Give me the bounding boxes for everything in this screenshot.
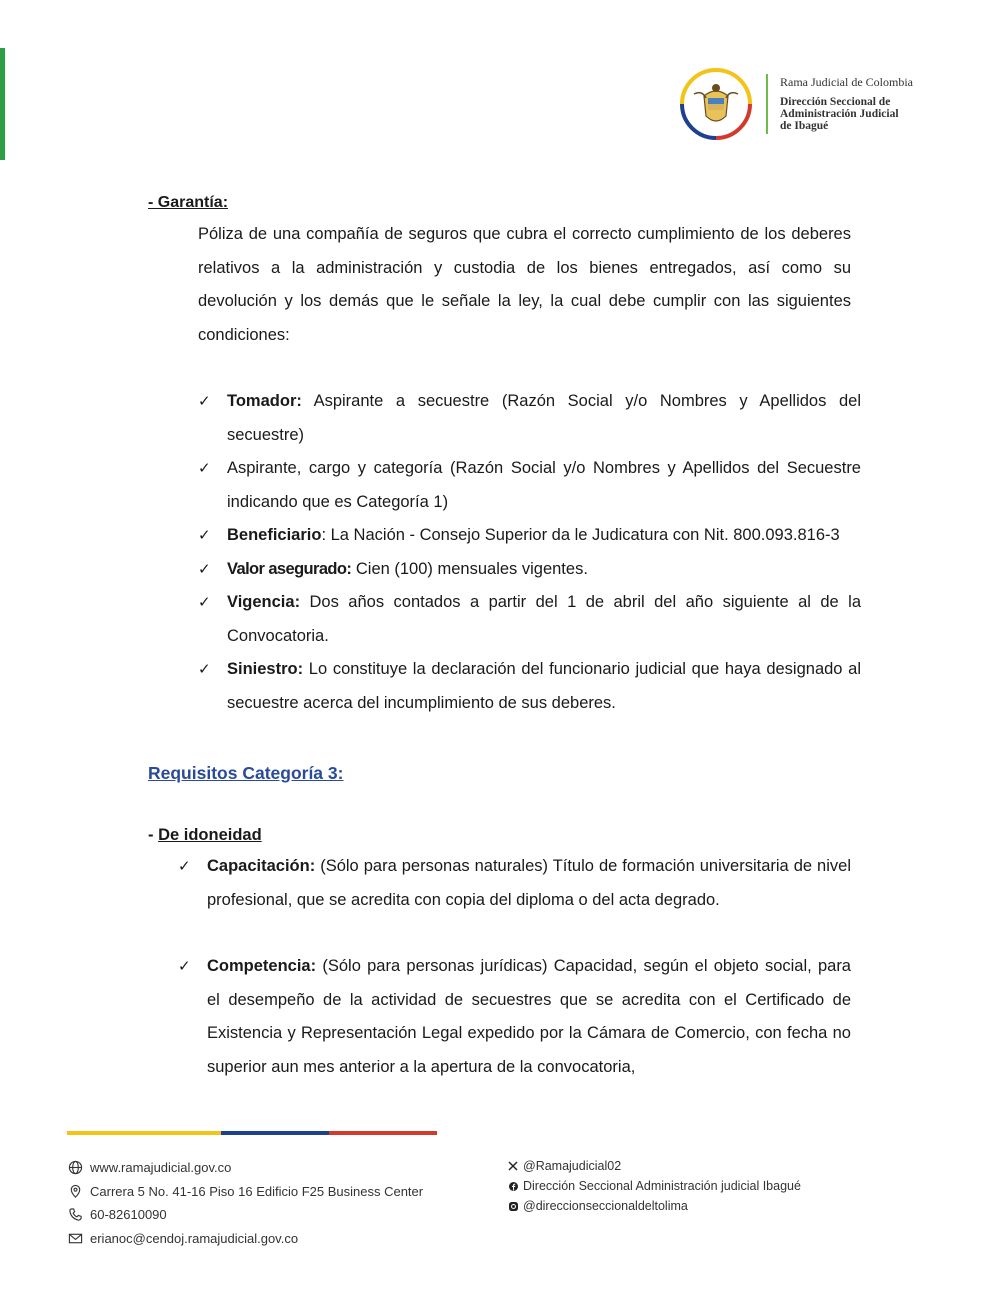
footer-social xyxy=(508,1156,801,1216)
twitter-handle[interactable]: @Ramajudicial02 xyxy=(523,1159,622,1173)
checkmark-icon: ✓ xyxy=(198,593,211,611)
location-pin-icon xyxy=(67,1183,83,1199)
brand-line-4: de Ibagué xyxy=(780,120,829,132)
idoneidad-heading: - De idoneidad xyxy=(148,826,262,844)
email-link[interactable]: erianoc@cendoj.ramajudicial.gov.co xyxy=(90,1230,299,1246)
checkmark-icon: ✓ xyxy=(178,957,191,975)
requisitos-categoria-3-heading: Requisitos Categoría 3: xyxy=(148,763,344,783)
coat-of-arms-logo xyxy=(680,68,752,140)
facebook-page[interactable]: Dirección Seccional Administración judicial Ibagué xyxy=(523,1179,801,1193)
website-link[interactable]: www.ramajudicial.gov.co xyxy=(90,1160,232,1176)
facebook-icon xyxy=(508,1181,518,1191)
checkmark-icon: ✓ xyxy=(178,857,191,875)
checkmark-icon: ✓ xyxy=(198,660,211,678)
checkmark-icon: ✓ xyxy=(198,392,211,410)
mail-icon xyxy=(67,1230,83,1246)
checkmark-icon: ✓ xyxy=(198,526,211,544)
footer-contact xyxy=(67,1156,423,1250)
list-item: ✓ Aspirante, cargo y categoría (Razón Social y/o Nombres y Apellidos del Secuestre indicando que es Categoría 1) xyxy=(227,452,861,519)
list-item: ✓ Tomador: Aspirante a secuestre (Razón Social y/o Nombres y Apellidos del secuestre) xyxy=(227,385,861,452)
phone-text: 60-82610090 xyxy=(90,1207,167,1223)
list-item: ✓ Competencia: (Sólo para personas jurídicas) Capacidad, según el objeto social, para el desempeño de la actividad de secuestres que se acredita con el Certificado de Existencia y Representación Legal expedido por la Cámara de Comercio, con fecha no superior aun mes anterior a la apertura de la convocatoria, xyxy=(207,950,851,1084)
globe-icon xyxy=(67,1160,83,1176)
left-accent-bar xyxy=(0,48,5,160)
garantia-heading: - Garantía: xyxy=(148,194,229,211)
garantia-intro: Póliza de una compañía de seguros que cubra el correcto cumplimiento de los deberes relativos a la administración y custodia de los bienes entregados, así como su devolución y los demás que le señale la ley, la cual debe cumplir con las siguientes condiciones: xyxy=(198,225,851,344)
document-body xyxy=(148,188,861,1084)
checkmark-icon: ✓ xyxy=(198,559,211,578)
list-item: ✓ Vigencia: Dos años contados a partir del 1 de abril del año siguiente al de la Convocatoria. xyxy=(227,586,861,653)
instagram-icon xyxy=(508,1201,518,1211)
footer-tricolor-line xyxy=(67,1131,437,1135)
list-item: ✓ Capacitación: (Sólo para personas naturales) Título de formación universitaria de nivel profesional, que se acredita con copia del diploma o del acta degrado. xyxy=(207,850,851,917)
institution-brand xyxy=(766,74,913,134)
instagram-handle[interactable]: @direccionseccionaldeltolima xyxy=(523,1199,688,1213)
phone-icon xyxy=(67,1207,83,1223)
brand-line-3: Administración Judicial xyxy=(780,108,899,120)
requisitos-list xyxy=(148,850,861,1084)
list-item: ✓ Siniestro: Lo constituye la declaración del funcionario judicial que haya designado al secuestre acerca del incumplimiento de sus deberes. xyxy=(227,653,861,720)
checkmark-icon: ✓ xyxy=(198,459,211,477)
brand-line-2: Dirección Seccional de xyxy=(780,96,891,108)
address-text: Carrera 5 No. 41-16 Piso 16 Edificio F25 Business Center xyxy=(90,1183,424,1199)
x-icon xyxy=(508,1161,518,1171)
garantia-conditions-list xyxy=(148,385,861,720)
list-item: ✓ Valor asegurado: Cien (100) mensuales vigentes. xyxy=(227,553,861,587)
brand-line-1: Rama Judicial de Colombia xyxy=(780,75,913,89)
list-item: ✓ Beneficiario: La Nación - Consejo Superior da le Judicatura con Nit. 800.093.816-3 xyxy=(227,519,861,553)
